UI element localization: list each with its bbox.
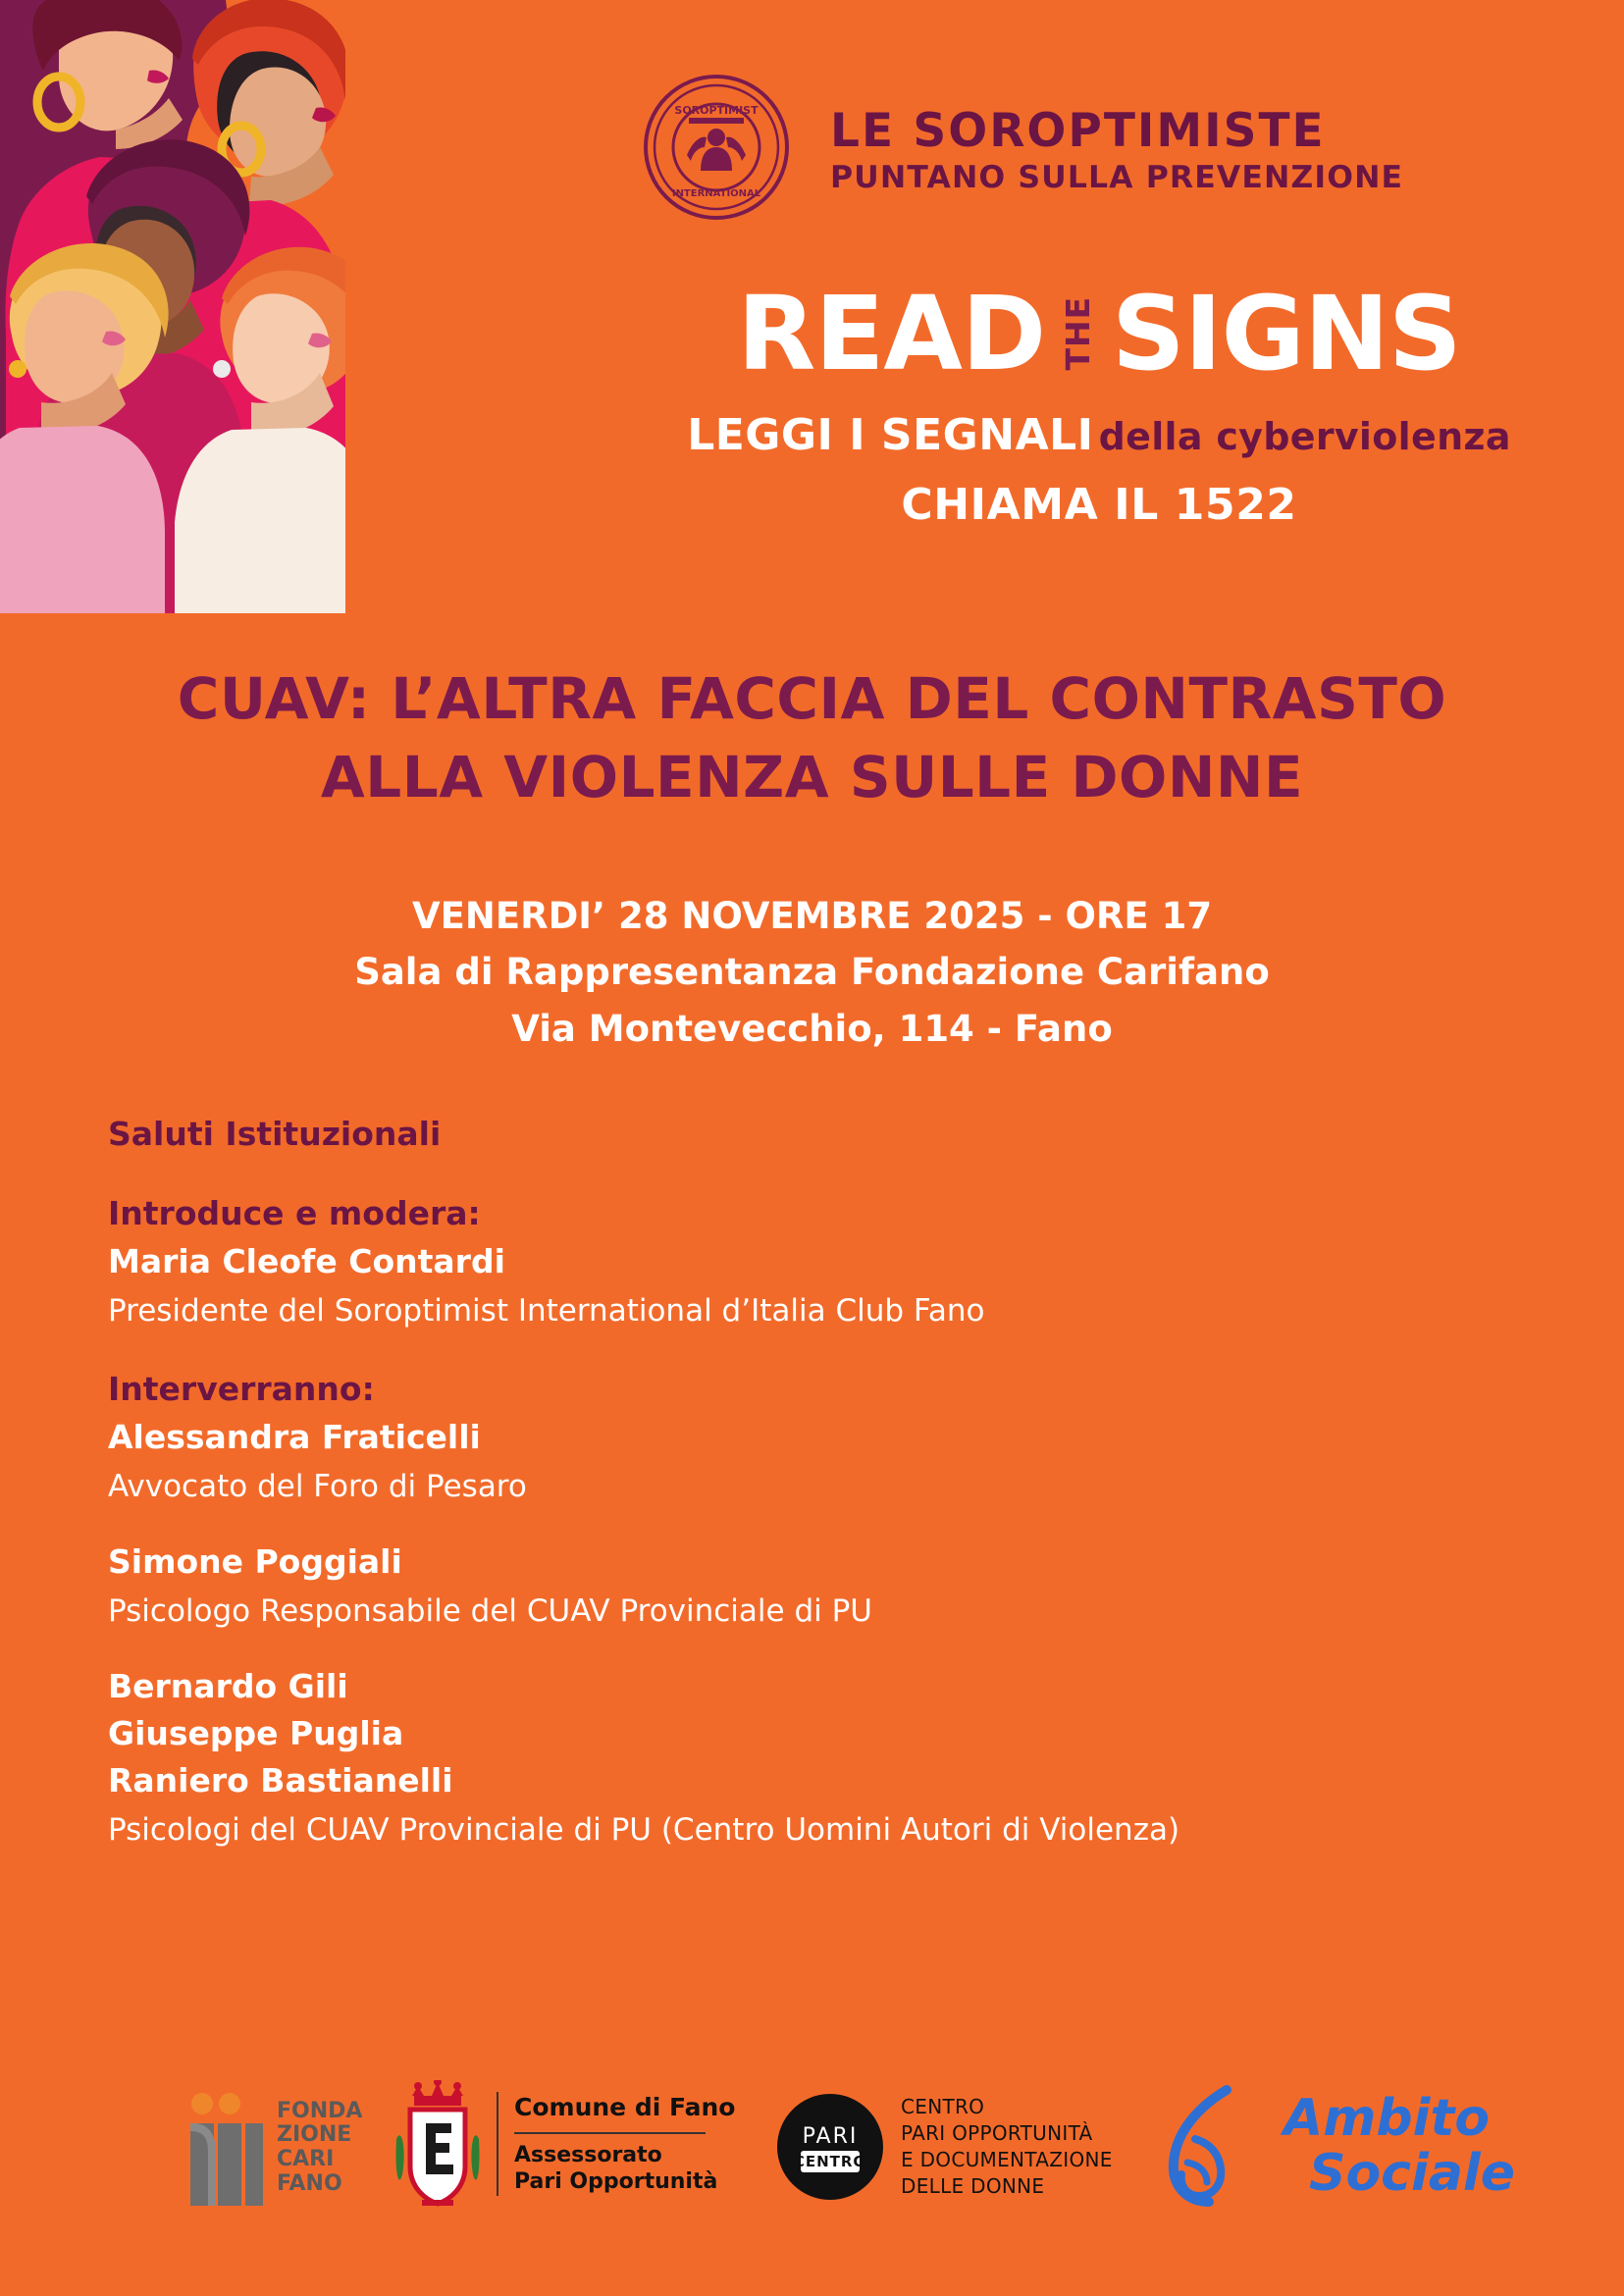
event-venue: Sala di Rappresentanza Fondazione Carifano (354, 951, 1270, 994)
pari-centro-mark-icon (775, 2092, 885, 2202)
event-date-time: VENERDI’ 28 NOVEMBRE 2025 - ORE 17 (411, 895, 1213, 937)
carifano-mark-icon (186, 2090, 267, 2206)
logo-fondazione-carifano (186, 2090, 362, 2206)
svg-text:INTERNATIONAL: INTERNATIONAL (671, 188, 761, 199)
introduce-e-modera-heading: Introduce e modera: (108, 1194, 481, 1233)
event-address: Via Montevecchio, 114 - Fano (511, 1007, 1113, 1050)
pari-opportunita-label: Pari Opportunità (514, 2169, 718, 2195)
moderator-name: Maria Cleofe Contardi (108, 1242, 505, 1281)
della-cyberviolenza-text: della cyberviolenza (1098, 415, 1511, 458)
speaker-role: Avvocato del Foro di Pesaro (108, 1468, 527, 1504)
page-title-line1: CUAV: L’ALTRA FACCIA DEL CONTRASTO (177, 665, 1447, 732)
leggi-i-segnali-bold: LEGGI I SEGNALI (687, 410, 1094, 460)
moderator-role: Presidente del Soroptimist International d’Italia Club Fano (108, 1293, 985, 1330)
soroptimist-row (628, 69, 1570, 226)
leggi-i-segnali-line (628, 410, 1570, 460)
svg-text:SOROPTIMIST: SOROPTIMIST (674, 104, 759, 117)
header-block (628, 69, 1570, 530)
comune-wordmark (497, 2092, 735, 2195)
slogan-read: READ (737, 274, 1046, 393)
comune-crest-icon (393, 2080, 483, 2208)
slogan-the: THE (1059, 296, 1098, 371)
logo-ambito-sociale (1158, 2082, 1515, 2210)
programme-moderator-block (108, 1188, 1550, 1333)
comune-divider (514, 2132, 706, 2134)
programme-greetings-block (108, 1109, 1550, 1159)
logo-comune-di-fano (393, 2080, 735, 2208)
pari-centro-wordmark (901, 2094, 1113, 2199)
carifano-line-1: FONDA (277, 2098, 363, 2123)
ambito-sociale-mark-icon (1158, 2082, 1276, 2210)
soroptimist-titles (830, 97, 1403, 196)
programme-group-block (108, 1663, 1550, 1852)
footer-logos (0, 2068, 1624, 2255)
sociale-label: Sociale (1309, 2144, 1516, 2203)
speaker-role: Psicologo Responsabile del CUAV Provinciale di PU (108, 1592, 872, 1629)
le-soroptimiste-line: LE SOROPTIMISTE (830, 104, 1326, 159)
women-illustration (0, 0, 535, 613)
speaker-name: Alessandra Fraticelli (108, 1417, 481, 1456)
interverranno-heading: Interverranno: (108, 1369, 375, 1408)
pari-line-3: E DOCUMENTAZIONE (901, 2148, 1113, 2171)
page-title (98, 659, 1526, 816)
chiama-il-1522-line: CHIAMA IL 1522 (901, 480, 1297, 530)
read-the-signs-slogan (628, 274, 1570, 393)
pari-line-2: PARI OPPORTUNITÀ (901, 2121, 1093, 2146)
svg-text:CENTRO: CENTRO (793, 2153, 867, 2170)
programme-speakers-block (108, 1364, 1550, 1509)
ambito-label: Ambito (1283, 2089, 1491, 2148)
group-speaker-name: Raniero Bastianelli (108, 1761, 453, 1800)
assessorato-label: Assessorato (514, 2142, 662, 2167)
ambito-sociale-wordmark (1283, 2089, 1516, 2203)
carifano-line-3: CARI (277, 2147, 335, 2171)
pari-line-1: CENTRO (901, 2095, 985, 2119)
group-speaker-name: Bernardo Gili (108, 1667, 348, 1706)
pari-line-4: DELLE DONNE (901, 2173, 1045, 2198)
programme-speaker-2-block (108, 1539, 1550, 1634)
women-illustration-graphic (0, 0, 535, 613)
page-title-line2: ALLA VIOLENZA SULLE DONNE (320, 744, 1304, 811)
carifano-line-2: ZIONE (277, 2122, 352, 2148)
event-details (98, 888, 1526, 1057)
carifano-wordmark (277, 2100, 362, 2197)
carifano-line-4: FANO (277, 2170, 342, 2196)
slogan-signs: SIGNS (1111, 274, 1461, 393)
puntano-sulla-prevenzione-line: PUNTANO SULLA PREVENZIONE (830, 159, 1404, 195)
group-speaker-name: Giuseppe Puglia (108, 1714, 404, 1753)
comune-di-fano-label: Comune di Fano (514, 2093, 736, 2122)
group-speaker-role: Psicologi del CUAV Provinciale di PU (Centro Uomini Autori di Violenza) (108, 1811, 1180, 1848)
logo-pari-centro (775, 2092, 1113, 2202)
speaker-name: Simone Poggiali (108, 1542, 402, 1582)
saluti-istituzionali-heading: Saluti Istituzionali (108, 1115, 442, 1153)
programme-section (108, 1109, 1550, 1882)
soroptimist-emblem-icon (628, 69, 805, 226)
svg-text:PARI: PARI (802, 2124, 859, 2149)
